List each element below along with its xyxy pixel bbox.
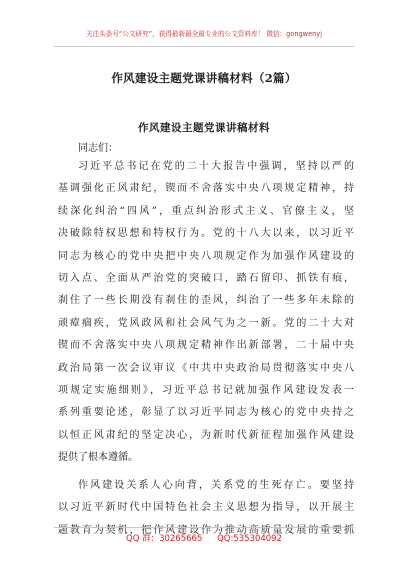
salutation: 同志们：: [78, 143, 118, 154]
header-divider: [54, 46, 354, 47]
paragraph-line: 以恒正风肃纪的坚定决心，为新时代新征程加强作风建设: [58, 429, 354, 441]
paragraph-line: 续深化纠治“四风”，重点纠治形式主义、官僚主义，坚: [58, 205, 354, 217]
paragraph-line: 题教育为契机，把作风建设作为推动高质量发展的重要抓: [58, 524, 354, 536]
paragraph-line: 项规定实施细则》，习近平总书记就加强作风建设发表一: [58, 384, 354, 396]
paragraph-line: 切入点、全面从严治党的突破口，踏石留印、抓铁有痕，: [58, 272, 354, 284]
footer-divider: [54, 527, 354, 528]
footer-qq: QQ:535304092: [217, 534, 282, 544]
footer-qq-group: QQ 群：30265665: [126, 534, 203, 544]
paragraph-1: [58, 156, 354, 469]
section-title: 作风建设主题党课讲稿材料: [138, 122, 270, 134]
paragraph-line: 作风建设关系人心向背，关系党的生死存亡。要坚持: [78, 480, 354, 491]
paragraph-line: 以习近平新时代中国特色社会主义思想为指导，以开展主: [58, 502, 354, 514]
paragraph-line: 刹住了一些长期没有刹住的歪风，纠治了一些多年未除的: [58, 295, 354, 307]
paragraph-line: 习近平总书记在党的二十大报告中强调，坚持以严的: [78, 161, 354, 172]
paragraph-line: 顽瘴痼疾，党风政风和社会风气为之一新。党的二十大对: [58, 317, 354, 329]
document-title: 作风建设主题党课讲稿材料（2篇）: [111, 71, 297, 85]
paragraph-line: 提供了根本遵循。: [58, 452, 138, 464]
paragraph-line: 同志为核心的党中央把中央八项规定作为加强作风建设的: [58, 250, 354, 262]
paragraph-line: 政治局第一次会议审议《中共中央政治局贯彻落实中央八: [58, 362, 354, 374]
paragraph-line: 系列重要论述，彰显了以习近平同志为核心的党中央持之: [58, 407, 354, 419]
paragraph-line: 基调强化正风肃纪，锲而不舍落实中央八项规定精神，持: [58, 183, 354, 195]
paragraph-line: 锲而不舍落实中央八项规定精神作出新部署，二十届中央: [58, 340, 354, 352]
header-banner: 关注头条号“公文研究”，获得最新最全最专业的公文资料库！ 微信：gongwenyj: [85, 30, 323, 38]
footer: [0, 532, 408, 544]
paragraph-line: 决破除特权思想和特权行为。党的十八大以来，以习近平: [58, 228, 354, 240]
